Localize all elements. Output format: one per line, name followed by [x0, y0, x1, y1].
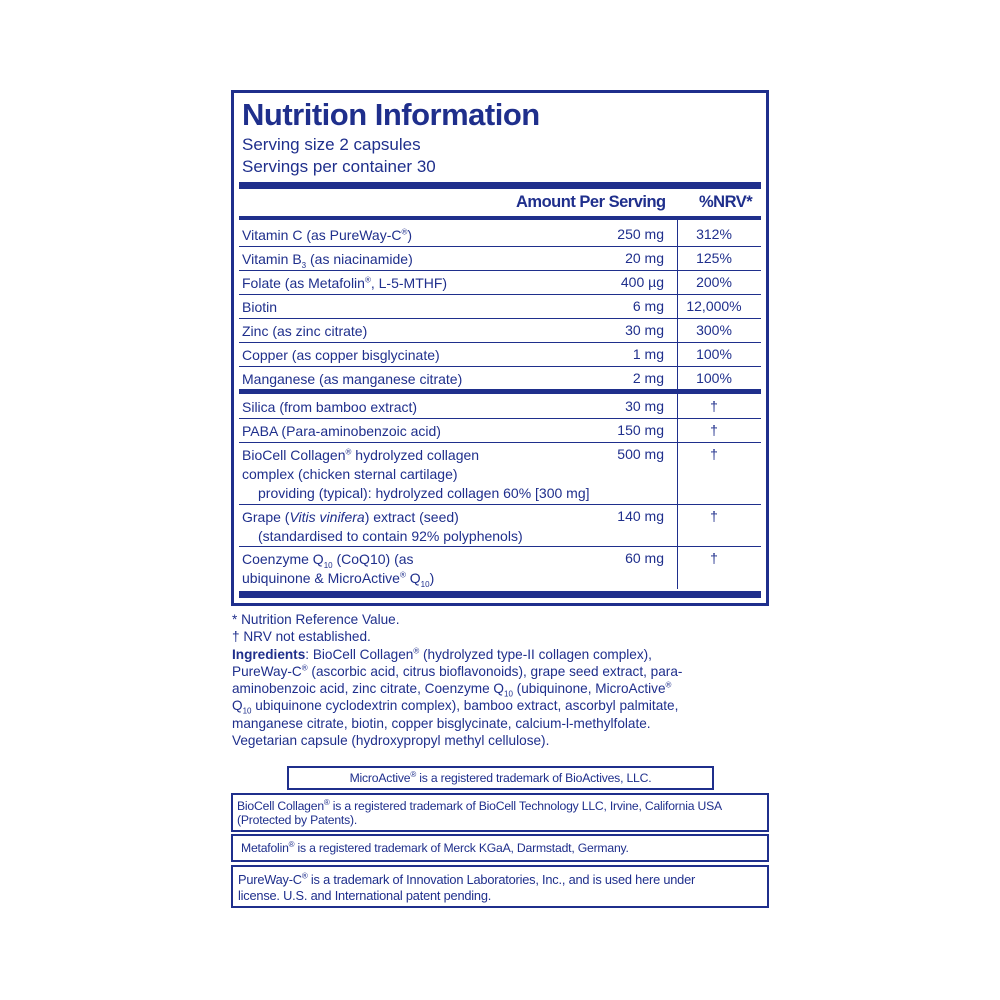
biocell-trademark-box: BioCell Collagen® is a registered trademark of BioCell Technology LLC, Irvine, California USA (Protected by Patents). — [231, 793, 769, 832]
nutrient-name: Biotin — [242, 299, 278, 315]
column-separator — [677, 220, 678, 389]
nutrient-name: Vitamin $B_3$ (as niacinamide) — [242, 251, 413, 270]
nrv-not-established-footnote: † NRV not established. — [232, 629, 371, 645]
ingredient-name: Silica (from bamboo extract) — [242, 399, 418, 415]
nutrient-name: Folate (as Metafolin®, L-5-MTHF) — [242, 275, 448, 291]
ingredient-name: Coenzyme $Q_{10}$ (CoQ10) (as ubiquinone & MicroActive® $Q_{10}$) — [242, 551, 435, 589]
nutrient-nrv: 12,000% — [686, 298, 742, 314]
nutrient-amount: 250 mg — [617, 226, 664, 242]
ingredient-row — [239, 395, 761, 419]
nutrient-nrv: 300% — [696, 322, 732, 338]
ingredient-row — [239, 419, 761, 443]
ingredient-nrv: † — [710, 398, 718, 414]
ingredient-nrv: † — [710, 508, 718, 524]
nutrient-amount: 30 mg — [625, 322, 664, 338]
ingredient-amount: 60 mg — [625, 550, 664, 566]
nrv-footnote: * Nutrition Reference Value. — [232, 612, 400, 627]
nutrient-row — [239, 367, 761, 391]
footer-divider — [239, 591, 761, 598]
ingredient-row — [239, 443, 761, 505]
nutrient-name: Vitamin C (as PureWay-C®) — [242, 227, 413, 243]
nutrient-amount: 20 mg — [625, 250, 664, 266]
nutrient-name: Zinc (as zinc citrate) — [242, 323, 368, 339]
nutrient-row — [239, 223, 761, 247]
ingredient-amount: 30 mg — [625, 398, 664, 414]
nutrient-nrv: 100% — [696, 370, 732, 386]
nutrient-amount: 1 mg — [632, 346, 664, 362]
column-header-divider — [239, 216, 761, 220]
nutrient-name: Copper (as copper bisglycinate) — [242, 347, 440, 363]
section-divider — [239, 389, 761, 394]
ingredient-amount: 150 mg — [617, 422, 664, 438]
nutrient-row — [239, 295, 761, 319]
ingredient-name: Grape (Vitis vinifera) extract (seed) (standardised to contain 92% polyphenols) — [242, 509, 523, 544]
nutrient-amount: 400 µg — [620, 274, 664, 290]
nutrient-row — [239, 247, 761, 271]
ingredient-row — [239, 505, 761, 547]
ingredients-label: Ingredients — [232, 646, 306, 662]
ingredient-name: PABA (Para-aminobenzoic acid) — [242, 423, 441, 439]
nutrient-row — [239, 271, 761, 295]
nutrient-nrv: 312% — [696, 226, 732, 242]
header-divider — [239, 182, 761, 189]
nutrition-panel — [231, 90, 769, 606]
microactive-trademark-box: MicroActive® is a registered trademark of BioActives, LLC. — [287, 766, 714, 790]
ingredient-amount: 140 mg — [617, 508, 664, 524]
ingredients-text: Ingredients: BioCell Collagen® (hydrolyzed type-II collagen complex), PureWay-C® (ascorbic acid, citrus bioflavonoids), grape seed extract, para- aminobenzoic acid, zinc citrate, Coenzyme $Q_{10}$ (ubiquinone, MicroActive® $Q_{10}$ ubiquinone cyclodextrin complex), bamboo extract, ascorbyl palmitate, manganese citrate, biotin, copper bisglycinate, calcium-l-methylfolate. Vegetarian capsule (hydroxypropyl methyl cellulose). — [232, 646, 683, 749]
servings-per-container: Servings per container 30 — [242, 157, 436, 176]
nrv-column-header: %NRV* — [699, 193, 753, 211]
nutrient-nrv: 125% — [696, 250, 732, 266]
ingredient-amount: 500 mg — [617, 446, 664, 462]
nutrient-nrv: 100% — [696, 346, 732, 362]
nutrient-amount: 2 mg — [632, 370, 664, 386]
nutrient-row — [239, 319, 761, 343]
label-notes — [232, 611, 772, 749]
column-separator — [677, 394, 678, 589]
nutrient-nrv: 200% — [696, 274, 732, 290]
metafolin-trademark-box: Metafolin® is a registered trademark of Merck KGaA, Darmstadt, Germany. — [231, 834, 769, 862]
nutrient-name: Manganese (as manganese citrate) — [242, 371, 463, 387]
ingredient-nrv: † — [710, 422, 718, 438]
ingredient-nrv: † — [710, 446, 718, 462]
nutrient-row — [239, 343, 761, 367]
panel-title: Nutrition Information — [242, 97, 540, 132]
serving-size: Serving size 2 capsules — [242, 135, 421, 154]
ingredient-nrv: † — [710, 550, 718, 566]
nutrient-amount: 6 mg — [632, 298, 664, 314]
ingredient-row — [239, 547, 761, 589]
ingredient-name: BioCell Collagen® hydrolyzed collagen complex (chicken sternal cartilage) providing (typical): hydrolyzed collagen 60% [300 mg] — [242, 447, 590, 501]
pureway-trademark-box: PureWay-C® is a trademark of Innovation Laboratories, Inc., and is used here under license. U.S. and International patent pending. — [231, 865, 769, 908]
amount-column-header: Amount Per Serving — [516, 193, 666, 211]
